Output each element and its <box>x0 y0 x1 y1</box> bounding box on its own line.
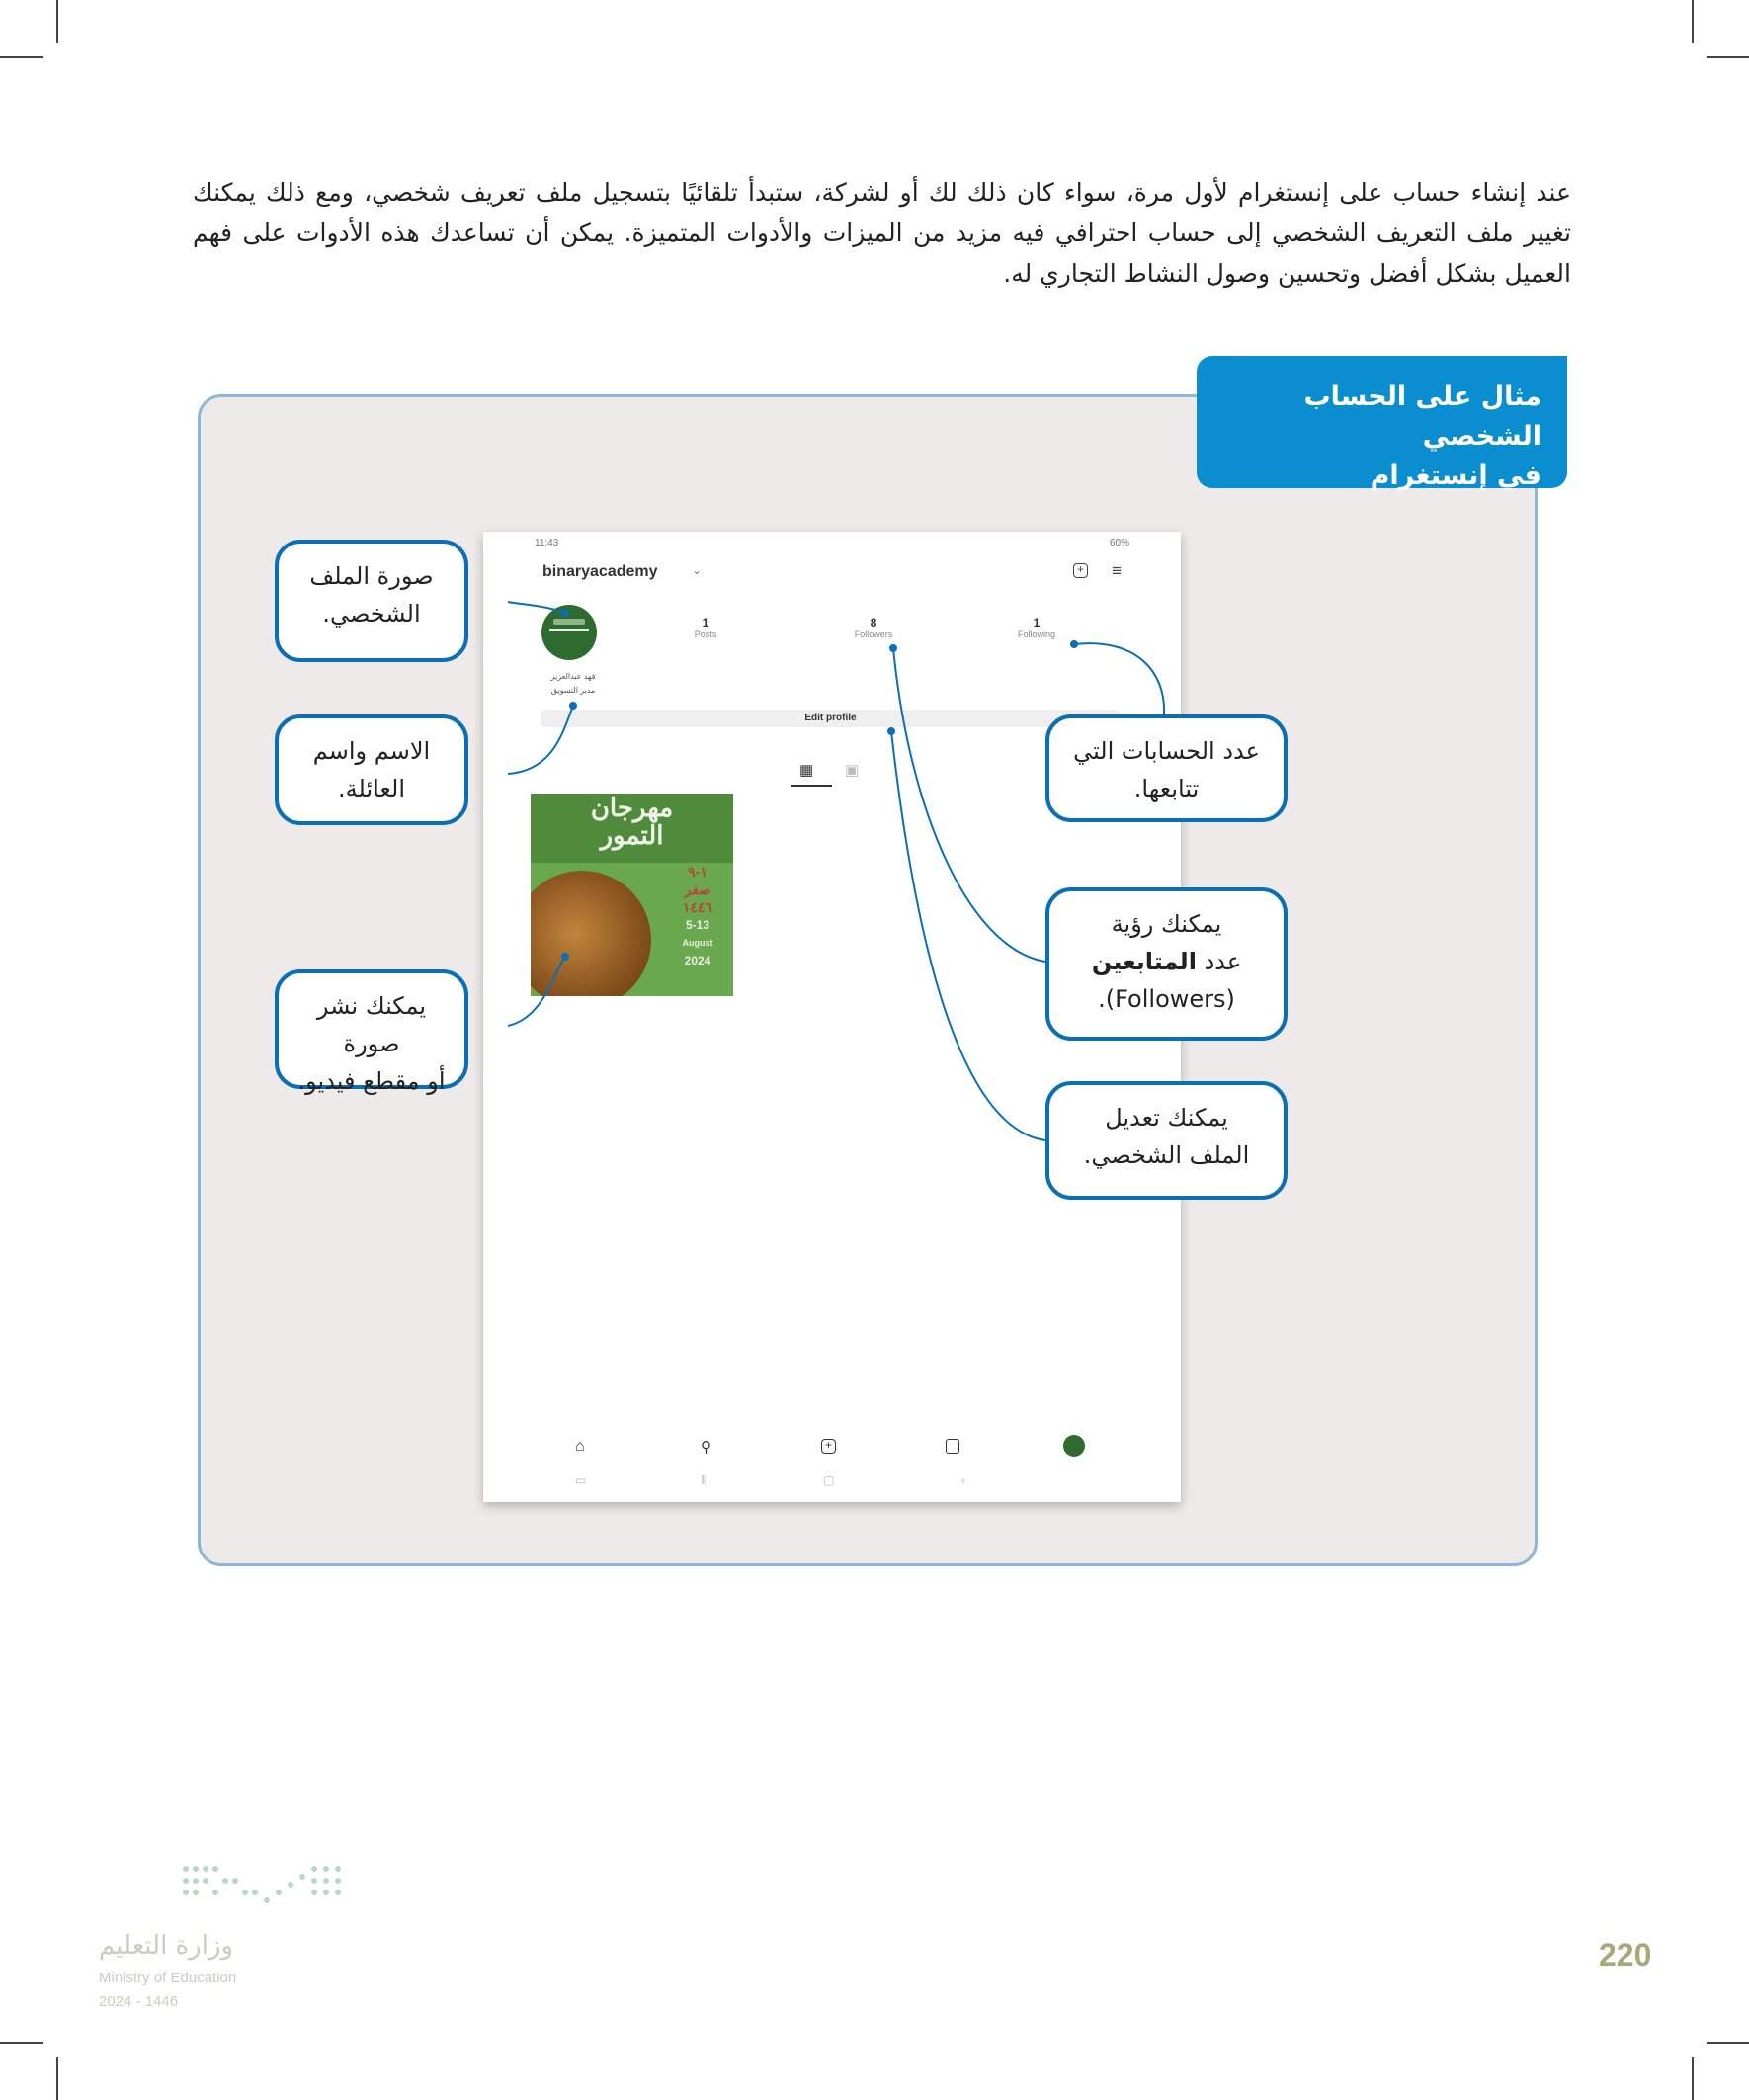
post-title-line2: التمور <box>600 820 664 850</box>
connector-dot <box>569 702 577 710</box>
posts-count: 1 <box>702 616 709 630</box>
callout-following: عدد الحسابات التي تتابعها. <box>1045 714 1288 822</box>
menu-icon[interactable]: ≡ <box>1112 561 1122 580</box>
system-recents-icon[interactable]: ▭ <box>575 1473 587 1487</box>
edit-profile-button[interactable]: Edit profile <box>541 710 1121 727</box>
edition-year: 2024 - 1446 <box>99 1993 179 2010</box>
connector-followers <box>893 648 1045 962</box>
connector-profile-picture <box>508 602 565 613</box>
name-line2: مدير التسويق <box>550 686 596 695</box>
grid-icon[interactable]: ▦ <box>799 762 814 779</box>
post-title-line1: مهرجان <box>590 794 674 822</box>
create-icon[interactable]: + <box>821 1439 836 1454</box>
ministry-logo <box>178 1861 351 1910</box>
followers-count: 8 <box>870 616 877 630</box>
username: binaryacademy <box>542 563 658 580</box>
callout-profile-picture: صورة الملف الشخصي. <box>275 540 468 662</box>
system-back-icon[interactable]: ‹ <box>961 1473 965 1487</box>
connector-dot <box>889 644 897 652</box>
status-battery: 60% <box>1109 538 1129 548</box>
connector-dot <box>887 727 895 735</box>
page-number: 220 <box>1599 1937 1652 1973</box>
intro-paragraph: عند إنشاء حساب على إنستغرام لأول مرة، سواء كان ذلك لك أو لشركة، ستبدأ تلقائيًا بتسجيل ملف تعريف شخصي، ومع ذلك يمكنك تغيير ملف التعريف الشخصي إلى حساب احترافي فيه مزيد من الميزات والأدوات المتميزة. يمكن أن تساعدك هذه الأدوات على فهم العميل بشكل أفضل وتحسين وصول النشاط التجاري له. <box>193 178 1571 288</box>
chevron-down-icon[interactable]: ⌄ <box>692 563 703 577</box>
search-icon[interactable]: ⚲ <box>701 1439 711 1456</box>
following-label: Following <box>1017 630 1056 639</box>
connector-post <box>508 957 565 1026</box>
posts-label: Posts <box>694 630 717 639</box>
system-home-icon[interactable]: ▢ <box>823 1473 835 1487</box>
following-count: 1 <box>1033 616 1041 630</box>
ministry-name-english: Ministry of Education <box>99 1970 237 1986</box>
callout-edit-profile: يمكنك تعديل الملف الشخصي. <box>1045 1081 1288 1200</box>
connector-dot <box>561 953 569 961</box>
status-time: 11:43 <box>535 538 559 548</box>
connector-name <box>508 706 573 774</box>
callout-name: الاسم واسم العائلة. <box>275 714 468 825</box>
connector-following <box>1074 643 1164 714</box>
system-apps-icon[interactable]: ⦀ <box>701 1473 707 1487</box>
home-icon[interactable]: ⌂ <box>575 1438 585 1455</box>
connector-edit-profile <box>891 731 1045 1140</box>
tagged-icon[interactable]: ▣ <box>845 762 860 779</box>
connector-dot <box>1070 640 1078 648</box>
connector-dot <box>561 609 569 617</box>
name-line1: فهد عبدالعزيز <box>550 672 596 681</box>
section-title-line1: مثال على الحساب الشخصي <box>1303 381 1541 452</box>
section-title-line2: في إنستغرام <box>1370 461 1541 491</box>
ministry-name-arabic: وزارة التعليم <box>99 1931 234 1961</box>
post-date: ١-٩ صفر ١٤٤٦ 5-13 August 2024 <box>682 864 713 967</box>
add-post-icon[interactable]: + <box>1073 563 1088 578</box>
callout-followers: يمكنك رؤية عدد المتابعين (Followers). <box>1045 887 1288 1041</box>
followers-label: Followers <box>854 630 893 639</box>
callout-post: يمكنك نشر صورة أو مقطع فيديو. <box>275 969 468 1089</box>
